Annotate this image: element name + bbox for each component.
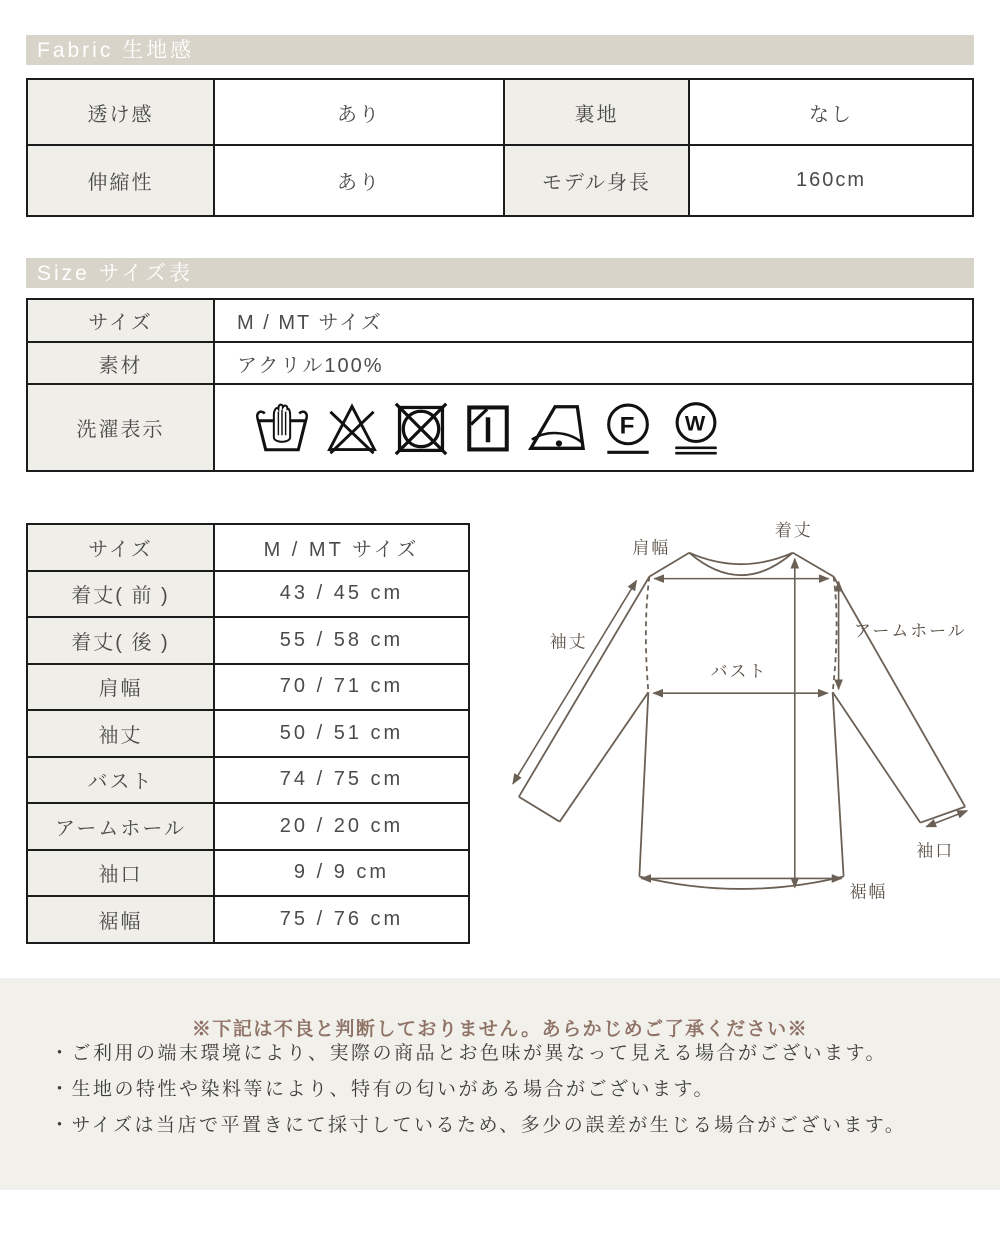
diagram-label-hem: 裾幅 xyxy=(849,882,888,902)
sleeve-length-arrow xyxy=(513,581,637,784)
measure-value: 70 / 71 cm xyxy=(214,664,469,711)
measure-label: 肩幅 xyxy=(27,664,214,711)
care-label: 洗濯表示 xyxy=(27,384,214,471)
iron-low-heat-icon xyxy=(527,397,587,459)
fabric-label-sheerness: 透け感 xyxy=(27,79,214,145)
svg-text:F: F xyxy=(619,411,637,439)
measure-label: 着丈( 後 ) xyxy=(27,617,214,664)
table-row xyxy=(27,803,469,850)
measure-label: サイズ xyxy=(27,524,214,571)
fabric-label-lining: 裏地 xyxy=(504,79,689,145)
diagram-label-shoulder: 肩幅 xyxy=(632,538,671,558)
diagram-label-bust: バスト xyxy=(710,662,768,682)
fabric-value-model-height: 160cm xyxy=(689,145,973,216)
table-row xyxy=(27,896,469,943)
care-row xyxy=(27,384,973,471)
measure-value: 50 / 51 cm xyxy=(214,710,469,757)
fabric-table xyxy=(26,78,974,217)
material-value: アクリル100% xyxy=(214,342,973,384)
table-row xyxy=(27,710,469,757)
size-table xyxy=(26,298,974,472)
fabric-row xyxy=(27,145,973,216)
left-armhole-dashed xyxy=(646,577,649,693)
measure-label: バスト xyxy=(27,757,214,804)
measurements-section xyxy=(26,520,1000,975)
right-sleeve-outer xyxy=(834,577,965,807)
fabric-section-heading: Fabric 生地感 xyxy=(26,35,974,65)
material-label: 素材 xyxy=(27,342,214,384)
right-shoulder-line xyxy=(793,553,834,577)
care-icon-strip xyxy=(237,397,972,459)
fabric-value-stretch: あり xyxy=(214,145,504,216)
diagram-label-cuff: 袖口 xyxy=(916,841,955,861)
diagram-label-length: 着丈 xyxy=(774,520,813,540)
right-armhole-dashed xyxy=(833,577,837,693)
measurements-table xyxy=(26,523,470,944)
disclaimer-item: ・生地の特性や染料等により、特有の匂いがある場合がございます。 xyxy=(50,1079,715,1100)
measure-value: M / MT サイズ xyxy=(214,524,469,571)
do-not-tumble-dry-icon xyxy=(393,397,449,459)
measure-label: アームホール xyxy=(27,803,214,850)
disclaimer-section xyxy=(0,978,1000,1190)
table-row xyxy=(27,524,469,571)
size-row xyxy=(27,299,973,342)
table-row xyxy=(27,571,469,618)
measure-value: 20 / 20 cm xyxy=(214,803,469,850)
table-row xyxy=(27,664,469,711)
measure-value: 74 / 75 cm xyxy=(214,757,469,804)
garment-measurement-diagram xyxy=(482,505,1000,975)
table-row xyxy=(27,850,469,897)
left-sleeve-outer xyxy=(519,577,649,797)
measure-label: 着丈( 前 ) xyxy=(27,571,214,618)
measure-label: 袖丈 xyxy=(27,710,214,757)
left-cuff-edge xyxy=(519,797,560,822)
table-row xyxy=(27,757,469,804)
size-label: サイズ xyxy=(27,299,214,342)
measure-value: 55 / 58 cm xyxy=(214,617,469,664)
do-not-bleach-icon xyxy=(325,397,379,459)
measure-label: 裾幅 xyxy=(27,896,214,943)
diagram-label-armhole: アームホール xyxy=(854,621,967,641)
diagram-label-sleeve: 袖丈 xyxy=(549,632,588,652)
measure-value: 75 / 76 cm xyxy=(214,896,469,943)
material-row xyxy=(27,342,973,384)
back-neckline xyxy=(689,553,793,564)
left-sleeve-inner xyxy=(560,692,649,821)
svg-text:W: W xyxy=(684,410,708,436)
hand-wash-icon xyxy=(253,397,311,459)
left-side-seam xyxy=(639,692,648,876)
fabric-label-model-height: モデル身長 xyxy=(504,145,689,216)
size-section-heading: Size サイズ表 xyxy=(26,258,974,288)
disclaimer-item: ・サイズは当店で平置きにて採寸しているため、多少の誤差が生じる場合がございます。 xyxy=(50,1115,907,1136)
line-dry-in-shade-icon xyxy=(463,397,513,459)
measure-label: 袖口 xyxy=(27,850,214,897)
right-sleeve-inner xyxy=(833,692,921,822)
size-value: M / MT サイズ xyxy=(214,299,973,342)
fabric-value-lining: なし xyxy=(689,79,973,145)
fabric-value-sheerness: あり xyxy=(214,79,504,145)
measure-value: 43 / 45 cm xyxy=(214,571,469,618)
fabric-label-stretch: 伸縮性 xyxy=(27,145,214,216)
fabric-row xyxy=(27,79,973,145)
wet-clean-gentle-icon xyxy=(669,397,723,459)
dry-clean-petroleum-icon xyxy=(601,397,655,459)
disclaimer-item: ・ご利用の端末環境により、実際の商品とお色味が異なって見える場合がございます。 xyxy=(50,1043,887,1064)
measure-value: 9 / 9 cm xyxy=(214,850,469,897)
table-row xyxy=(27,617,469,664)
right-side-seam xyxy=(833,692,844,876)
disclaimer-title: ※下記は不良と判断しておりません。あらかじめご了承ください※ xyxy=(191,1019,809,1040)
